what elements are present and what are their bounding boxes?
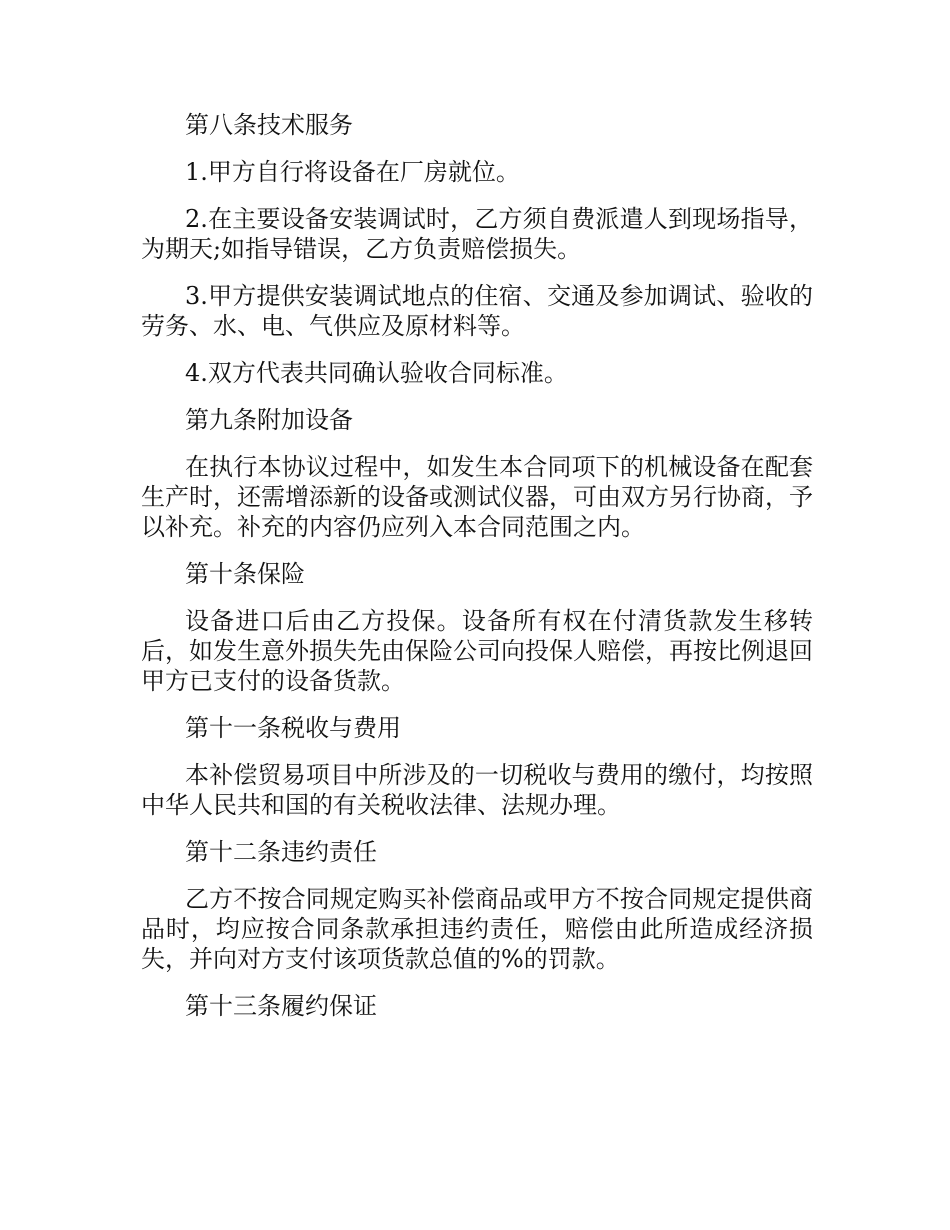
article-12-heading: 第十二条违约责任 (185, 838, 377, 866)
article-8-clause-1: 1.甲方自行将设备在厂房就位。 (185, 158, 520, 186)
article-10-heading: 第十条保险 (185, 560, 305, 588)
article-8-clause-4: 4.双方代表共同确认验收合同标准。 (185, 359, 568, 387)
article-11-heading: 第十一条税收与费用 (185, 714, 401, 742)
article-8-clause-3: 3.甲方提供安装调试地点的住宿、交通及参加调试、验收的劳务、水、电、气供应及原材料等。 (141, 282, 813, 340)
article-12-body: 乙方不按合同规定购买补偿商品或甲方不按合同规定提供商品时，均应按合同条款承担违约责任，赔偿由此所造成经济损失，并向对方支付该项货款总值的%的罚款。 (141, 885, 813, 973)
article-13-heading: 第十三条履约保证 (185, 992, 377, 1020)
article-9-heading: 第九条附加设备 (185, 406, 353, 434)
article-8-clause-2: 2.在主要设备安装调试时，乙方须自费派遣人到现场指导，为期天;如指导错误，乙方负责赔偿损失。 (141, 205, 813, 263)
article-11-body: 本补偿贸易项目中所涉及的一切税收与费用的缴付，均按照中华人民共和国的有关税收法律、法规办理。 (141, 761, 813, 819)
document-body (141, 110, 813, 1038)
article-10-body: 设备进口后由乙方投保。设备所有权在付清货款发生移转后，如发生意外损失先由保险公司向投保人赔偿，再按比例退回甲方已支付的设备货款。 (141, 607, 813, 695)
article-9-body: 在执行本协议过程中，如发生本合同项下的机械设备在配套生产时，还需增添新的设备或测试仪器，可由双方另行协商，予以补充。补充的内容仍应列入本合同范围之内。 (141, 453, 813, 541)
article-8-heading: 第八条技术服务 (185, 111, 353, 139)
